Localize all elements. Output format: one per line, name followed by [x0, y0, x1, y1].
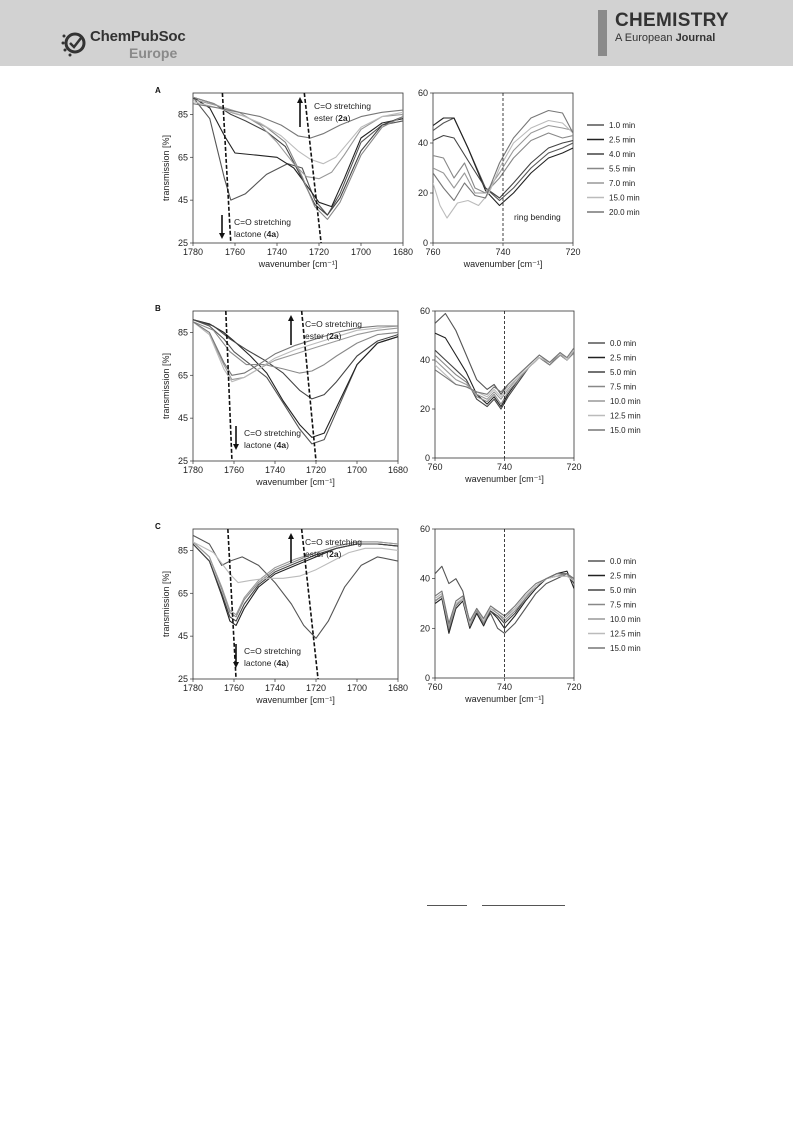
legend-entry: 5.5 min: [609, 164, 636, 174]
y-tick-label: 40: [419, 573, 430, 584]
x-tick-label: 1780: [182, 247, 204, 257]
x-tick-label: 1720: [305, 683, 327, 693]
panel-label: A: [155, 86, 161, 95]
series-line: [193, 97, 403, 206]
y-tick-label: 60: [419, 306, 430, 316]
x-tick-label: 720: [566, 462, 582, 472]
legend-entry: 5.0 min: [610, 586, 637, 595]
y-tick-label: 60: [419, 524, 430, 534]
lactone-annotation-line1: C=O stretching: [244, 646, 301, 656]
x-tick-label: 1680: [392, 247, 414, 257]
legend-entry: 4.0 min: [609, 150, 636, 159]
legend-entry: 7.0 min: [609, 179, 636, 188]
series-line: [193, 320, 398, 399]
series-line: [193, 535, 398, 638]
lactone-annotation-line2: lactone (4a): [244, 658, 289, 668]
chart-c-left: [161, 529, 408, 705]
ester-annotation-line2: ester (2a): [305, 331, 342, 341]
x-tick-label: 1700: [346, 683, 368, 693]
ring-bending-annotation: ring bending: [514, 212, 561, 222]
y-tick-label: 85: [177, 545, 188, 556]
series-line: [193, 320, 398, 438]
series-line: [193, 320, 398, 444]
x-tick-label: 760: [425, 247, 441, 257]
series-line: [193, 544, 398, 621]
footer-rule-long: [482, 905, 565, 906]
x-axis-label: wavenumber [cm⁻¹]: [465, 474, 544, 484]
y-tick-label: 85: [177, 327, 188, 338]
journal-title: CHEMISTRY: [615, 10, 729, 31]
x-tick-label: 1760: [224, 247, 246, 257]
x-axis-label: wavenumber [cm⁻¹]: [258, 259, 338, 269]
x-tick-label: 1700: [350, 247, 372, 257]
reference-dashed-line: [222, 93, 230, 243]
y-tick-label: 25: [177, 674, 188, 684]
x-axis-label: wavenumber [cm⁻¹]: [256, 695, 335, 705]
chart-c-right: [420, 524, 641, 704]
y-tick-label: 0: [422, 238, 428, 248]
x-tick-label: 720: [565, 247, 581, 257]
publisher-name: ChemPubSoc: [90, 28, 186, 45]
ester-annotation-line1: C=O stretching: [305, 537, 362, 547]
x-tick-label: 1720: [308, 247, 330, 257]
reference-dashed-line: [228, 529, 236, 679]
x-tick-label: 1780: [182, 465, 204, 475]
plot-frame: [193, 529, 398, 679]
x-tick-label: 760: [427, 682, 443, 692]
y-tick-label: 65: [177, 370, 188, 381]
y-tick-label: 45: [177, 195, 188, 206]
y-tick-label: 25: [177, 456, 188, 466]
arrow-up-icon: [297, 97, 303, 127]
y-tick-label: 20: [419, 623, 430, 634]
y-tick-label: 40: [417, 138, 428, 148]
series-line: [193, 322, 398, 382]
x-tick-label: 760: [427, 462, 443, 472]
y-tick-label: 45: [177, 631, 188, 642]
x-tick-label: 1740: [264, 683, 286, 693]
journal-sub-prefix: A European: [615, 32, 673, 44]
y-tick-label: 85: [177, 109, 188, 120]
x-tick-label: 740: [496, 682, 513, 692]
legend-entry: 20.0 min: [609, 208, 640, 217]
x-tick-label: 1680: [387, 465, 409, 475]
legend-entry: 10.0 min: [610, 397, 641, 406]
lactone-annotation-line2: lactone (4a): [244, 440, 289, 450]
legend-entry: 15.0 min: [610, 426, 641, 435]
y-axis-label: transmission [%]: [161, 352, 171, 420]
x-tick-label: 1780: [182, 683, 204, 693]
ester-annotation-line2: ester (2a): [305, 549, 342, 559]
y-tick-label: 25: [177, 238, 188, 248]
chart-a-left: [161, 93, 413, 269]
legend-entry: 2.5 min: [610, 571, 637, 581]
x-tick-label: 1720: [305, 465, 327, 475]
x-tick-label: 720: [566, 682, 582, 692]
series-line: [193, 542, 398, 617]
x-tick-label: 740: [496, 462, 513, 472]
legend-entry: 0.0 min: [610, 557, 637, 566]
y-tick-label: 45: [177, 413, 188, 424]
x-tick-label: 1740: [264, 465, 286, 475]
series-line: [193, 544, 398, 625]
y-tick-label: 0: [424, 673, 430, 683]
y-tick-label: 60: [417, 88, 428, 98]
x-tick-label: 740: [495, 247, 511, 257]
x-axis-label: wavenumber [cm⁻¹]: [465, 694, 544, 704]
x-tick-label: 1760: [223, 465, 245, 475]
lactone-annotation-line1: C=O stretching: [244, 428, 301, 438]
legend-entry: 10.0 min: [610, 615, 641, 624]
legend-entry: 7.5 min: [610, 600, 637, 610]
series-line: [193, 97, 403, 219]
legend-entry: 5.0 min: [610, 368, 637, 377]
chart-a-right: [418, 88, 640, 269]
legend-entry: 2.5 min: [609, 135, 636, 145]
chart-b-left: [161, 311, 408, 487]
x-tick-label: 1760: [223, 683, 245, 693]
legend-entry: 12.5 min: [610, 411, 641, 421]
panel-label: B: [155, 304, 161, 313]
reference-dashed-line: [226, 311, 232, 461]
legend-entry: 0.0 min: [610, 339, 637, 348]
ester-annotation-line2: ester (2a): [314, 113, 351, 123]
x-tick-label: 1740: [266, 247, 288, 257]
journal-sub-bold: Journal: [675, 32, 716, 44]
arrow-up-icon: [288, 315, 294, 345]
ester-annotation-line1: C=O stretching: [305, 319, 362, 329]
publisher-sub: Europe: [129, 45, 178, 61]
y-tick-label: 65: [177, 588, 188, 599]
arrow-down-icon: [233, 644, 239, 668]
x-axis-label: wavenumber [cm⁻¹]: [463, 259, 543, 269]
legend-entry: 1.0 min: [609, 121, 636, 130]
y-axis-label: transmission [%]: [161, 570, 171, 638]
legend-entry: 2.5 min: [610, 353, 637, 363]
y-tick-label: 40: [419, 355, 430, 365]
series-line: [193, 542, 398, 615]
arrow-up-icon: [288, 533, 294, 563]
x-tick-label: 1680: [387, 683, 409, 693]
arrow-down-icon: [219, 215, 225, 239]
chart-b-right: [420, 306, 641, 484]
y-tick-label: 0: [424, 453, 430, 463]
y-tick-label: 65: [177, 152, 188, 163]
y-tick-label: 20: [419, 404, 430, 414]
series-line: [193, 322, 398, 380]
footer-rule-short: [427, 905, 467, 906]
lactone-annotation-line2: lactone (4a): [234, 229, 279, 239]
arrow-down-icon: [233, 426, 239, 450]
y-axis-label: transmission [%]: [161, 134, 171, 202]
lactone-annotation-line1: C=O stretching: [234, 217, 291, 227]
ester-annotation-line1: C=O stretching: [314, 101, 371, 111]
legend-entry: 15.0 min: [609, 193, 640, 203]
legend-entry: 15.0 min: [610, 644, 641, 653]
x-tick-label: 1700: [346, 465, 368, 475]
panel-label: C: [155, 522, 161, 531]
x-axis-label: wavenumber [cm⁻¹]: [256, 477, 335, 487]
legend-entry: 12.5 min: [610, 629, 641, 639]
legend-entry: 7.5 min: [610, 382, 637, 392]
y-tick-label: 20: [417, 188, 428, 198]
